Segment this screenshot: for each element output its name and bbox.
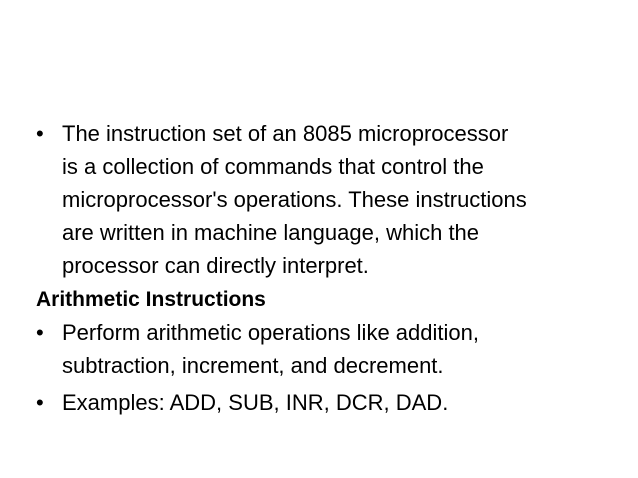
section-bullet xyxy=(36,386,596,419)
bullet-line: Perform arithmetic operations like addition, xyxy=(62,320,479,345)
bullet-line: Examples: ADD, SUB, INR, DCR, DAD. xyxy=(62,390,449,415)
bullet-marker: • xyxy=(36,121,44,146)
section-bullet xyxy=(36,316,596,382)
bullet-marker: • xyxy=(36,390,44,415)
intro-line: microprocessor's operations. These instructions xyxy=(62,187,527,212)
intro-line: are written in machine language, which the xyxy=(62,220,480,245)
bullet-marker: • xyxy=(36,320,44,345)
intro-line: is a collection of commands that control the xyxy=(62,154,484,179)
intro-line: processor can directly interpret. xyxy=(62,253,369,278)
slide-content xyxy=(36,117,596,419)
section-heading: Arithmetic Instructions xyxy=(36,288,266,311)
bullet-line: subtraction, increment, and decrement. xyxy=(62,353,444,378)
intro-line: The instruction set of an 8085 microprocessor xyxy=(62,121,509,146)
intro-bullet xyxy=(36,117,596,282)
